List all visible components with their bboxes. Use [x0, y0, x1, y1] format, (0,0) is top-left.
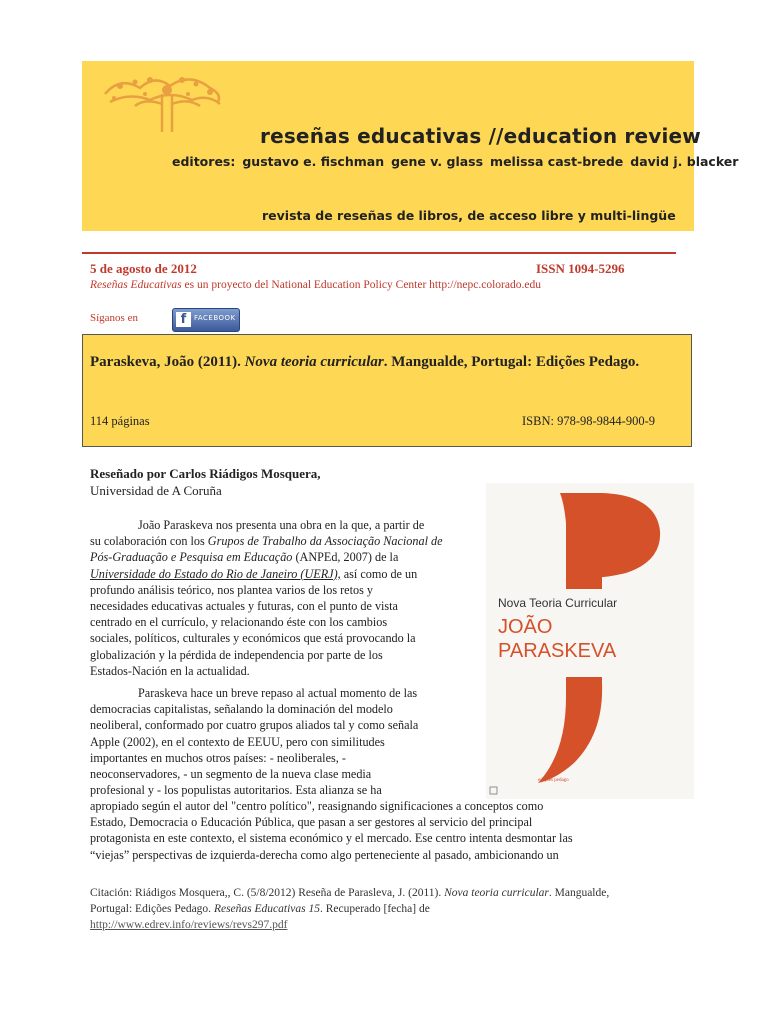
- text-line: sociales, políticos, culturales y económicos que está provocando la: [90, 631, 416, 646]
- book-reference: [90, 352, 688, 372]
- citation-line-1: [90, 885, 680, 901]
- italic-span: Grupos de Trabalho da Associação Nacional de: [207, 534, 443, 549]
- issn-number: ISSN 1094-5296: [536, 261, 625, 276]
- project-text: es un proyecto del National Education Policy Center http://nepc.colorado.edu: [181, 279, 541, 291]
- citation-book-title: Nova teoria curricular: [444, 887, 549, 899]
- journal-title: reseñas educativas //education review: [260, 124, 701, 148]
- editor-name: melissa cast-brede: [490, 154, 624, 169]
- cover-author-first: JOÃO: [498, 616, 553, 638]
- project-note: [90, 279, 541, 291]
- cover-subtitle: Nova Teoria Curricular: [498, 596, 618, 610]
- text-line: Estado, Democracia o Educación Pública, que pasan a ser gestores al servicio del principal: [90, 815, 533, 830]
- book-info-box: [82, 334, 692, 447]
- citation-line-3: [90, 917, 680, 933]
- follow-label: Síganos en: [90, 312, 138, 324]
- text-line: protagonista en este contexto, el sistema económico y el mercado. Ese centro intenta desmontar las: [90, 831, 573, 846]
- reviewer-affiliation: Universidad de A Coruña: [90, 483, 222, 498]
- citation-text: . Recuperado [fecha] de: [319, 903, 430, 915]
- text-line: Paraskeva hace un breve repaso al actual momento de las: [138, 686, 418, 700]
- text-line: importantes en muchos otros países: - neoliberales, -: [90, 750, 346, 765]
- reviewer-name: Reseñado por Carlos Riádigos Mosquera,: [90, 466, 321, 481]
- citation-text: Portugal: Edições Pedago.: [90, 903, 214, 915]
- journal-tagline: revista de reseñas de libros, de acceso libre y multi-lingüe: [262, 208, 676, 223]
- text-line: “viejas” perspectivas de izquierda-derecha como algo perteneciente al pasado, ambicionando un: [90, 847, 559, 862]
- publication-date: 5 de agosto de 2012: [90, 261, 197, 276]
- divider: [82, 252, 676, 254]
- book-pages: 114 páginas: [90, 414, 150, 428]
- text-line: Apple (2002), en el contexto de EEUU, pero con similitudes: [90, 734, 385, 749]
- citation-block: [90, 885, 680, 933]
- cover-author-last: PARASKEVA: [498, 640, 617, 662]
- text-span: su colaboración con los: [90, 534, 208, 549]
- review-paragraph-2: [90, 685, 486, 798]
- citation-text: . Mangualde,: [548, 887, 610, 899]
- italic-span: Pós-Graduação e Pesquisa em Educação: [90, 550, 293, 565]
- book-title: Nova teoria curricular: [244, 354, 384, 370]
- editor-name: david j. blacker: [630, 154, 739, 169]
- text-line: [90, 549, 486, 565]
- facebook-icon: f: [176, 312, 191, 327]
- project-name: Reseñas Educativas: [90, 279, 182, 291]
- text-line: João Paraskeva nos presenta una obra en la que, a partir de: [138, 518, 425, 532]
- italic-span: Universidade do Estado do Rio de Janeiro (UERJ),: [90, 566, 341, 581]
- text-line: [90, 533, 486, 549]
- cover-publisher-mark: edições pedago: [538, 778, 569, 783]
- text-line: apropiado según el autor del "centro político", reasignando significaciones a conceptos como: [90, 799, 544, 813]
- citation-journal: Reseñas Educativas 15: [213, 903, 320, 915]
- citation-url-link[interactable]: http://www.edrev.info/reviews/revs297.pdf: [90, 919, 288, 931]
- text-line: democracias capitalistas, señalando la dominación del modelo: [90, 702, 393, 717]
- review-paragraph-2-continued: [90, 798, 678, 863]
- editor-name: gustavo e. fischman: [242, 154, 385, 169]
- text-span: (ANPEd, 2007) de la: [292, 550, 399, 565]
- tree-logo-icon: [100, 74, 225, 134]
- book-isbn: ISBN: 978-98-9844-900-9: [522, 414, 655, 428]
- text-line: profundo análisis teórico, nos plantea varios de los retos y: [90, 582, 373, 597]
- facebook-button[interactable]: [172, 308, 240, 332]
- text-line: Estados-Nación en la actualidad.: [90, 663, 250, 678]
- text-line: neoliberal, conformado por cuatro grupos aliados tal y como señala: [90, 718, 419, 733]
- text-line: globalización y la pérdida de independencia por parte de los: [90, 647, 383, 662]
- citation-line-2: [90, 901, 680, 917]
- facebook-label: FACEBOOK: [194, 314, 236, 322]
- editor-name: gene v. glass: [391, 154, 484, 169]
- text-line: profesional y - los populistas autoritarios. Esta alianza se ha: [90, 783, 382, 798]
- review-paragraph-1: [90, 517, 486, 679]
- book-authors: Paraskeva, João (2011).: [90, 354, 245, 370]
- book-cover-image: [486, 483, 694, 799]
- editors-label: editores:: [172, 154, 236, 169]
- citation-text: Citación: Riádigos Mosquera,, C. (5/8/2012) Reseña de Parasleva, J. (2011).: [90, 887, 445, 899]
- text-line: neoconservadores, - un segmento de la nueva clase media: [90, 767, 372, 782]
- text-line: necesidades educativas actuales y futuras, con el punto de vista: [90, 599, 398, 614]
- text-line: centrado en el currículo, y relacionando éste con los cambios: [90, 615, 388, 630]
- book-publisher: . Mangualde, Portugal: Edições Pedago.: [383, 354, 640, 370]
- text-span: así como de un: [340, 566, 418, 581]
- editors-line: [172, 154, 745, 169]
- text-line: [90, 566, 486, 582]
